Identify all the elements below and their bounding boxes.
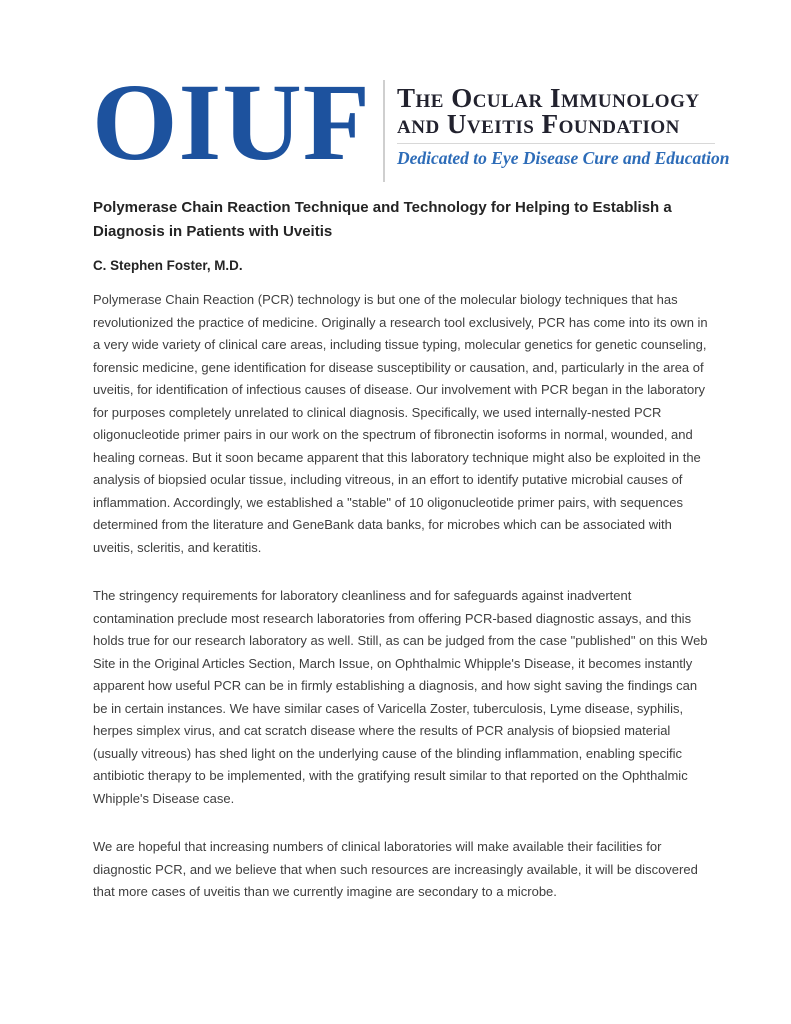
article-title: Polymerase Chain Reaction Technique and Technology for Helping to Establish a Diagnosis in Patients with Uveitis <box>93 199 672 240</box>
logo-vertical-divider <box>383 80 385 182</box>
article-paragraph-3: We are hopeful that increasing numbers of clinical laboratories will make available their facilities for diagnostic PCR, and we believe that when such resources are increasingly available, it will be discovered that more cases of uveitis than we currently imagine are secondary to a microbe. <box>93 839 698 899</box>
tagline-rule <box>397 143 715 144</box>
oiuf-wordmark: OIUF <box>92 61 371 183</box>
org-name-line2: and Uveitis Foundation <box>397 109 680 139</box>
org-tagline: Dedicated to Eye Disease Cure and Education <box>397 148 730 168</box>
article-author: C. Stephen Foster, M.D. <box>93 258 243 273</box>
oiuf-logo-header <box>92 61 730 183</box>
org-name <box>397 85 715 137</box>
org-name-line1: The Ocular Immunology <box>397 83 700 113</box>
article-paragraph-1: Polymerase Chain Reaction (PCR) technology is but one of the molecular biology techniques that has revolutionized the practice of medicine. Originally a research tool exclusively, PCR has come into its own in a very wide variety of clinical care areas, including tissue typing, molecular genetics for genetic counseling, forensic medicine, gene identification for disease susceptibility or causation, and, particularly in the area of uveitis, for identification of infectious causes of disease. Our involvement with PCR began in the laboratory for purposes completely unrelated to clinical diagnosis. Specifically, we used internally-nested PCR oligonucleotide primer pairs in our work on the spectrum of fibronectin isoforms in normal, wounded, and healing corneas. But it soon became apparent that this laboratory technique might also be exploited in the analysis of biopsied ocular tissue, including vitreous, in an effort to identify putative microbial causes of inflammation. Accordingly, we established a "stable" of 10 oligonucleotide primer pairs, with sequences determined from the literature and GeneBank data banks, for microbes which can be associated with uveitis, scleritis, and keratitis. <box>93 292 708 555</box>
logo-text-block <box>397 78 730 168</box>
article <box>93 196 715 930</box>
article-paragraph-2: The stringency requirements for laboratory cleanliness and for safeguards against inadvertent contamination preclude most research laboratories from offering PCR-based diagnostic assays, and this holds true for our research laboratory as well. Still, as can be judged from the case "published" on this Web Site in the Original Articles Section, March Issue, on Ophthalmic Whipple's Disease, it becomes instantly apparent how useful PCR can be in firmly establishing a diagnosis, and how sight saving the findings can be in certain instances. We have similar cases of Varicella Zoster, tuberculosis, Lyme disease, syphilis, herpes simplex virus, and cat scratch disease where the results of PCR analysis of biopsied material (usually vitreous) has shed light on the underlying cause of the blinding inflammation, enabling specific antibiotic therapy to be implemented, with the gratifying result similar to that reported on the Ophthalmic Whipple's Disease case. <box>93 588 708 806</box>
